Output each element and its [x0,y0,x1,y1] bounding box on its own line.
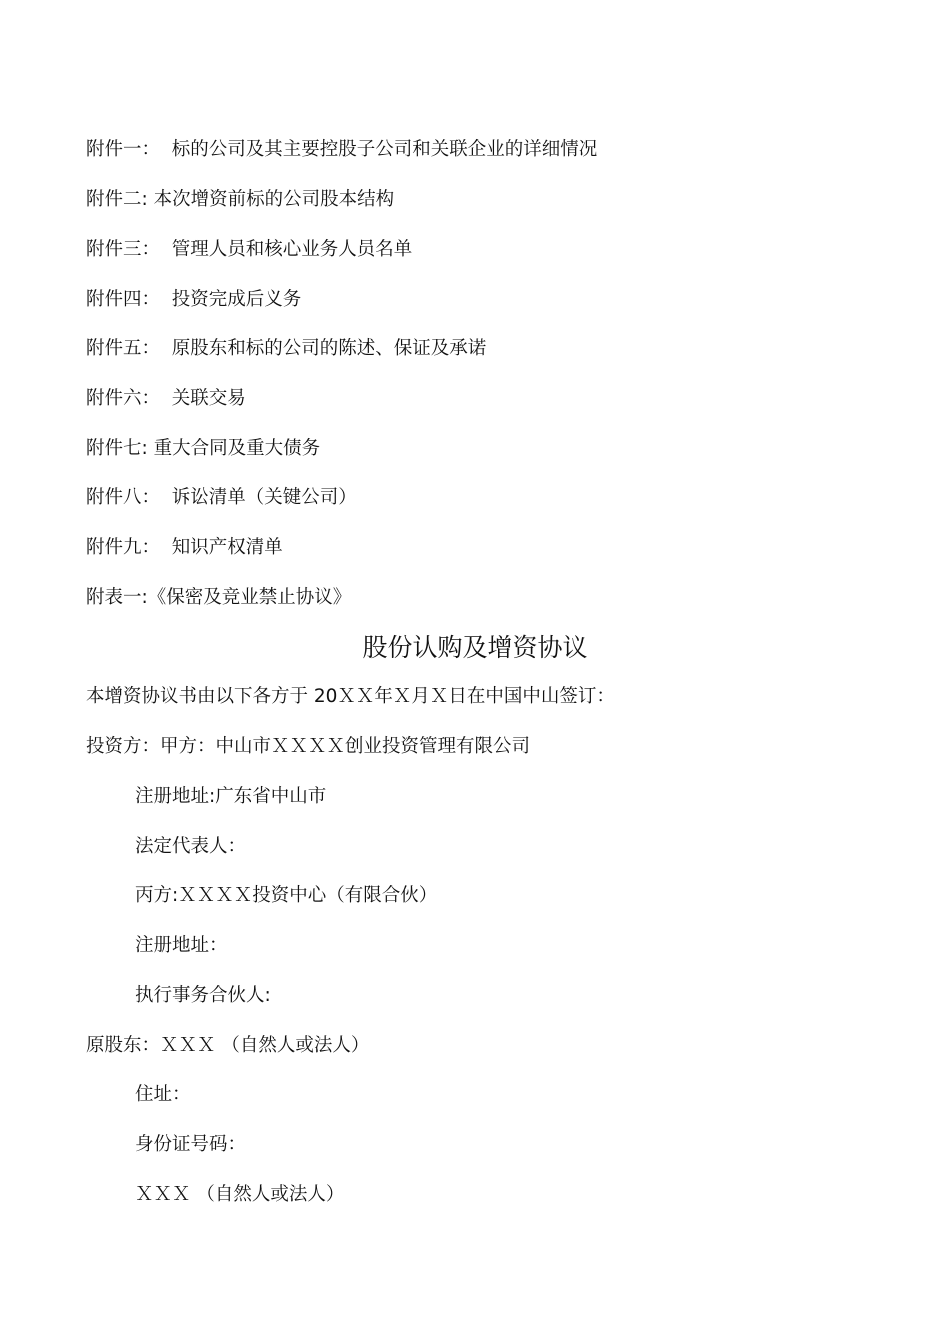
party-c-executive-partner: 执行事务合伙人: [135,985,271,1006]
attachment-2: 附件二: 本次增资前标的公司股本结构 [86,189,395,210]
attachment-3: 附件三： 管理人员和核心业务人员名单 [86,239,413,260]
attachment-8: 附件八： 诉讼清单（关键公司） [86,487,357,508]
schedule-1: 附表一:《保密及竞业禁止协议》 [86,587,352,608]
shareholder-id-number: 身份证号码： [135,1134,247,1155]
second-shareholder: ＸＸＸ （自然人或法人） [135,1184,345,1205]
agreement-title: 股份认购及增资协议 [362,633,588,662]
attachment-1: 附件一： 标的公司及其主要控股子公司和关联企业的详细情况 [86,139,598,160]
shareholder-residence: 住址： [135,1084,191,1105]
agreement-intro: 本增资协议书由以下各方于 20ＸＸ年Ｘ月Ｘ日在中国中山签订： [86,686,615,707]
party-a-legal-rep: 法定代表人： [135,836,247,857]
attachment-7: 附件七: 重大合同及重大债务 [86,438,321,459]
attachment-6: 附件六： 关联交易 [86,388,246,409]
attachment-5: 附件五： 原股东和标的公司的陈述、保证及承诺 [86,338,487,359]
investor-party-a: 投资方：甲方：中山市ＸＸＸＸ创业投资管理有限公司 [86,736,531,757]
attachment-9: 附件九： 知识产权清单 [86,537,283,558]
original-shareholder: 原股东：ＸＸＸ （自然人或法人） [86,1035,370,1056]
party-c-address: 注册地址： [135,935,228,956]
party-a-address: 注册地址:广东省中山市 [135,786,327,807]
attachment-4: 附件四： 投资完成后义务 [86,289,302,310]
party-c: 丙方:ＸＸＸＸ投资中心（有限合伙） [135,885,438,906]
